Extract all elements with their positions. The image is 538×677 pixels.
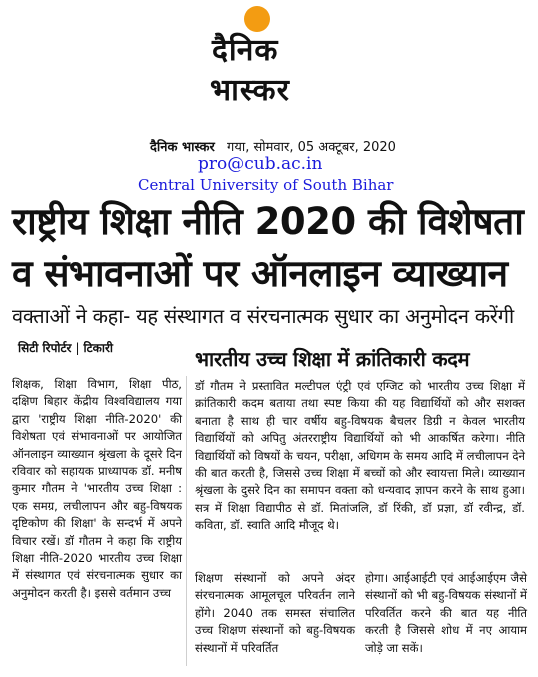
dateline-text: गया, सोमवार, 05 अक्टूबर, 2020 [227,140,396,155]
contact-email: pro@cub.ac.in [198,154,323,174]
middle-bottom-text: शिक्षण संस्थानों को अपने अंदर संरचनात्मक आमूलचूल परिवर्तन लाने होंगे। 2040 तक समस्त संचालित उच्च शिक्षण संस्थानों को बहु-विषयक संस्थानों में परिवर्तित [195,571,355,655]
dateline-brand: दैनिक भास्कर [150,140,215,155]
institution-name: Central University of South Bihar [138,176,394,194]
right-bottom-text: होगा। आईआईटी एवं आईआईएम जैसे संस्थानों को भी बहु-विषयक संस्थानों में परिवर्तित करने की बात यह नीति करती है जिससे शोध में नए आयाम जोड़े जा सकें। [365,571,527,655]
subheadline: वक्ताओं ने कहा- यह संस्थागत व संरचनात्मक सुधार का अनुमोदन करेंगी [12,304,514,328]
masthead-line1: दैनिक [212,33,279,68]
byline: सिटी रिपोर्टर | टिकारी [18,341,113,355]
right-column-text: डॉ गौतम ने प्रस्तावित मल्टीपल एंट्री एवं एग्जिट को भारतीय उच्च शिक्षा में क्रांतिकारी कदम बताया तथा स्पष्ट किया की यह विद्यार्थियों को और सशक्त बनाता है साथ ही चार वर्षीय बहु-विषयक बैचलर डिग्री न केवल भारतीय विद्यार्थियों को अपितु अंतरराष्ट्रीय विद्यार्थियों को भी आकर्षित करेगा। नीति विद्यार्थियों को विषयों के चयन, परीक्षा, अधिगम के समय आदि में लचीलापन देने की बात करती है, जिससे उच्च शिक्षा में बच्चों को और स्वायत्ता मिले। व्याख्यान श्रृंखला के दुसरे दिन का समापन वक्ता को धन्यवाद ज्ञापन करने के साथ हुआ। सत्र में शिक्षा विद्यापीठ से डॉ. मितांजलि, डॉ रिंकी, डॉ प्रज्ञा, डॉ रवीन्द्र, डॉ. कविता, डॉ. स्वाति आदि मौजूद थे। [195,379,525,533]
left-column-text: शिक्षक, शिक्षा विभाग, शिक्षा पीठ, दक्षिण बिहार केंद्रीय विश्वविद्यालय गया द्वारा 'राष्ट्रीय शिक्षा नीति-2020' की विशेषता एवं संभावनाओं पर आयोजित ऑनलाइन व्याख्यान श्रृंखला के दूसरे दिन रविवार को सहायक प्राध्यापक डॉ. मनीष कुमार गौतम ने 'भारतीय उच्च शिक्षा : एक समग्र, लचीलापन और बहु-विषयक दृष्टिकोण की शिक्षा' के सन्दर्भ में अपने विचार रखें। डॉ गौतम ने कहा कि राष्ट्रीय शिक्षा नीति-2020 भारतीय उच्च शिक्षा में संस्थागत एवं संरचनात्मक सुधार का अनुमोदन करती है। इससे वर्तमान उच्च [12,377,182,600]
masthead-line2: भास्कर [210,73,290,108]
column-title: भारतीय उच्च शिक्षा में क्रांतिकारी कदम [195,347,470,371]
headline-line1: राष्ट्रीय शिक्षा नीति 2020 की विशेषता [12,200,524,243]
byline-city: टिकारी [83,341,113,355]
masthead-sun-logo [244,6,270,32]
dateline [150,137,396,155]
headline-line2: व संभावनाओं पर ऑनलाइन व्याख्यान [12,252,508,295]
column-divider [186,376,187,666]
byline-reporter: सिटी रिपोर्टर [18,341,72,355]
